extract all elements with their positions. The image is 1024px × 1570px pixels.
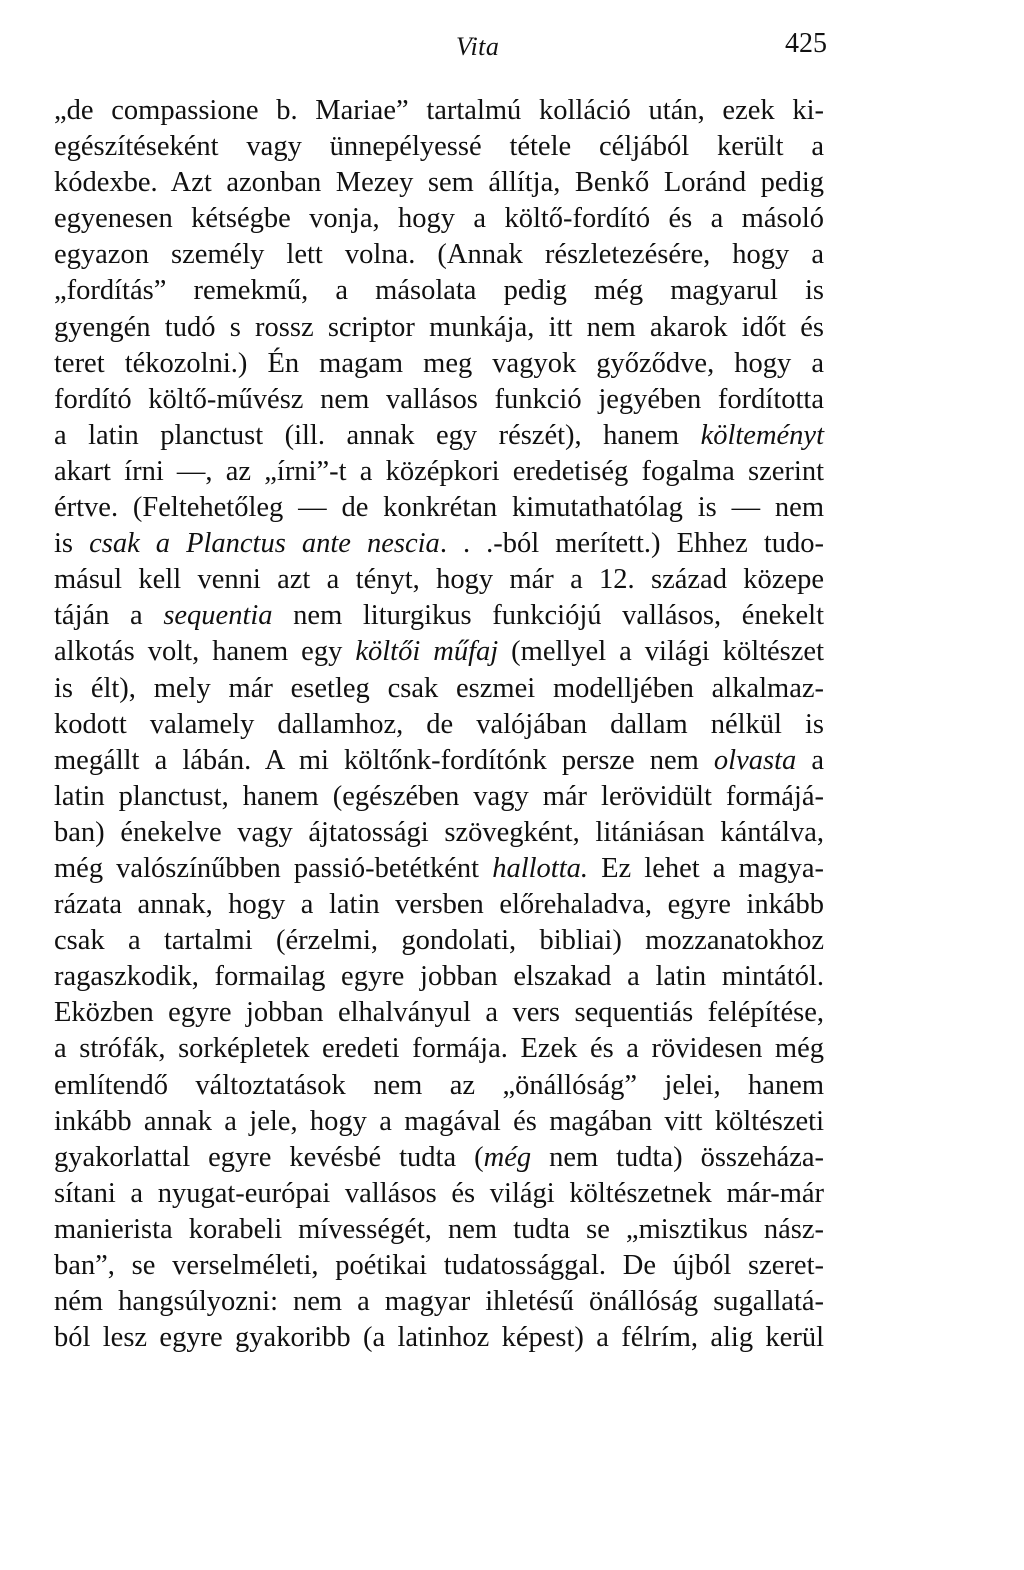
italic-text: hallotta. <box>492 852 589 884</box>
text-line <box>54 634 824 670</box>
text-line <box>54 1212 824 1248</box>
text-segment: egyazon személy lett volna. (Annak részletezésére, hogy a <box>54 239 824 271</box>
text-line <box>54 418 824 454</box>
text-line <box>54 923 824 959</box>
text-segment: táján a <box>54 600 164 632</box>
text-segment: latin planctust, hanem (egészében vagy már lerövidült formájá- <box>54 780 824 812</box>
running-head: Vita <box>456 32 500 61</box>
body-text <box>54 93 824 1356</box>
text-line <box>54 995 824 1031</box>
text-line <box>54 382 824 418</box>
text-segment: manierista korabeli mívességét, nem tudta se „misztikus nász- <box>54 1213 824 1245</box>
text-segment: csak a tartalmi (érzelmi, gondolati, bibliai) mozzanatokhoz <box>54 925 824 957</box>
text-line <box>54 671 824 707</box>
text-line <box>54 526 824 562</box>
text-line <box>54 887 824 923</box>
text-segment: ban) énekelve vagy ájtatossági szövegként, litániásan kántálva, <box>54 816 824 848</box>
text-line <box>54 1104 824 1140</box>
text-segment: sítani a nyugat-európai vallásos és világi költészetnek már-már <box>54 1177 824 1209</box>
text-segment: teret tékozolni.) Én magam meg vagyok győződve, hogy a <box>54 347 824 379</box>
text-segment: ragaszkodik, formailag egyre jobban elszakad a latin mintától. <box>54 961 824 993</box>
text-line <box>54 490 824 526</box>
text-segment: fordító költő-művész nem vallásos funkció jegyében fordította <box>54 383 824 415</box>
text-segment: gyakorlattal egyre kevésbé tudta ( <box>54 1141 484 1173</box>
text-segment: nem liturgikus funkciójú vallásos, énekelt <box>272 600 824 632</box>
text-line <box>54 815 824 851</box>
text-line <box>54 1068 824 1104</box>
text-line <box>54 129 824 165</box>
text-line <box>54 743 824 779</box>
italic-text: költeményt <box>700 419 824 451</box>
text-segment: akart írni —, az „írni”-t a középkori eredetiség fogalma szerint <box>54 455 824 487</box>
text-line <box>54 346 824 382</box>
text-line <box>54 1031 824 1067</box>
text-segment: gyengén tudó s rossz scriptor munkája, itt nem akarok időt és <box>54 311 824 343</box>
text-line <box>54 237 824 273</box>
text-segment: ból lesz egyre gyakoribb (a latinhoz képest) a félrím, alig kerül <box>54 1322 824 1354</box>
text-line <box>54 1284 824 1320</box>
text-segment: Eközben egyre jobban elhalványul a vers sequentiás felépítése, <box>54 997 824 1029</box>
page-header <box>0 26 1024 66</box>
text-line <box>54 959 824 995</box>
text-segment: a <box>796 744 824 776</box>
text-line <box>54 273 824 309</box>
text-segment: nem tudta) összeháza- <box>531 1141 825 1173</box>
text-segment: „de compassione b. Mariae” tartalmú kolláció után, ezek ki- <box>54 95 824 126</box>
text-line <box>54 562 824 598</box>
text-segment: Ez lehet a magya- <box>588 852 825 884</box>
text-line <box>54 598 824 634</box>
page-number: 425 <box>785 28 827 59</box>
text-segment: kódexbe. Azt azonban Mezey sem állítja, Benkő Loránd pedig <box>54 167 824 199</box>
text-segment: értve. (Feltehetőleg — de konkrétan kimutathatólag is — nem <box>54 492 824 524</box>
italic-text: még <box>483 1141 532 1173</box>
text-segment: még valószínűbben passió-betétként <box>54 852 493 884</box>
text-line <box>54 851 824 887</box>
text-segment: megállt a lábán. A mi költőnk-fordítónk persze nem <box>54 744 714 776</box>
text-line <box>54 1176 824 1212</box>
text-segment: ném hangsúlyozni: nem a magyar ihletésű önállóság sugallatá- <box>54 1286 824 1318</box>
text-segment: (mellyel a világi költészet <box>498 636 824 668</box>
text-segment: másul kell venni azt a tényt, hogy már a 12. század közepe <box>54 564 824 596</box>
text-segment: említendő változtatások nem az „önállóság” jelei, hanem <box>54 1069 824 1101</box>
text-segment: kodott valamely dallamhoz, de valójában dallam nélkül is <box>54 708 824 740</box>
text-segment: egészítéseként vagy ünnepélyessé tétele céljából került a <box>54 131 824 163</box>
text-segment: a strófák, sorképletek eredeti formája. Ezek és a rövidesen még <box>54 1033 824 1065</box>
text-segment: ban”, se verselméleti, poétikai tudatossággal. De újból szeret- <box>54 1250 824 1281</box>
text-segment: egyenesen kétségbe vonja, hogy a költő-fordító és a másoló <box>54 203 824 235</box>
text-line <box>54 1248 824 1284</box>
text-line <box>54 454 824 490</box>
text-line <box>54 165 824 201</box>
text-line <box>54 1320 824 1356</box>
text-segment: rázata annak, hogy a latin versben előrehaladva, egyre inkább <box>54 889 824 921</box>
italic-text: olvasta <box>713 744 797 776</box>
italic-text: sequentia <box>163 600 273 632</box>
text-line <box>54 1140 824 1176</box>
text-segment: is <box>54 528 90 560</box>
italic-text: csak a Planctus ante nescia <box>89 528 440 560</box>
text-segment: . . .-ból merített.) Ehhez tudo- <box>439 528 824 560</box>
text-line <box>54 707 824 743</box>
text-line <box>54 201 824 237</box>
text-segment: inkább annak a jele, hogy a magával és magában vitt költészeti <box>54 1105 824 1137</box>
text-line <box>54 93 824 129</box>
text-segment: „fordítás” remekmű, a másolata pedig még magyarul is <box>54 275 824 307</box>
text-segment: is élt), mely már esetleg csak eszmei modelljében alkalmaz- <box>54 672 824 704</box>
text-segment: a latin planctust (ill. annak egy részét), hanem <box>54 419 701 451</box>
italic-text: költői műfaj <box>355 636 499 668</box>
text-segment: alkotás volt, hanem egy <box>54 636 356 668</box>
text-line <box>54 310 824 346</box>
text-line <box>54 779 824 815</box>
